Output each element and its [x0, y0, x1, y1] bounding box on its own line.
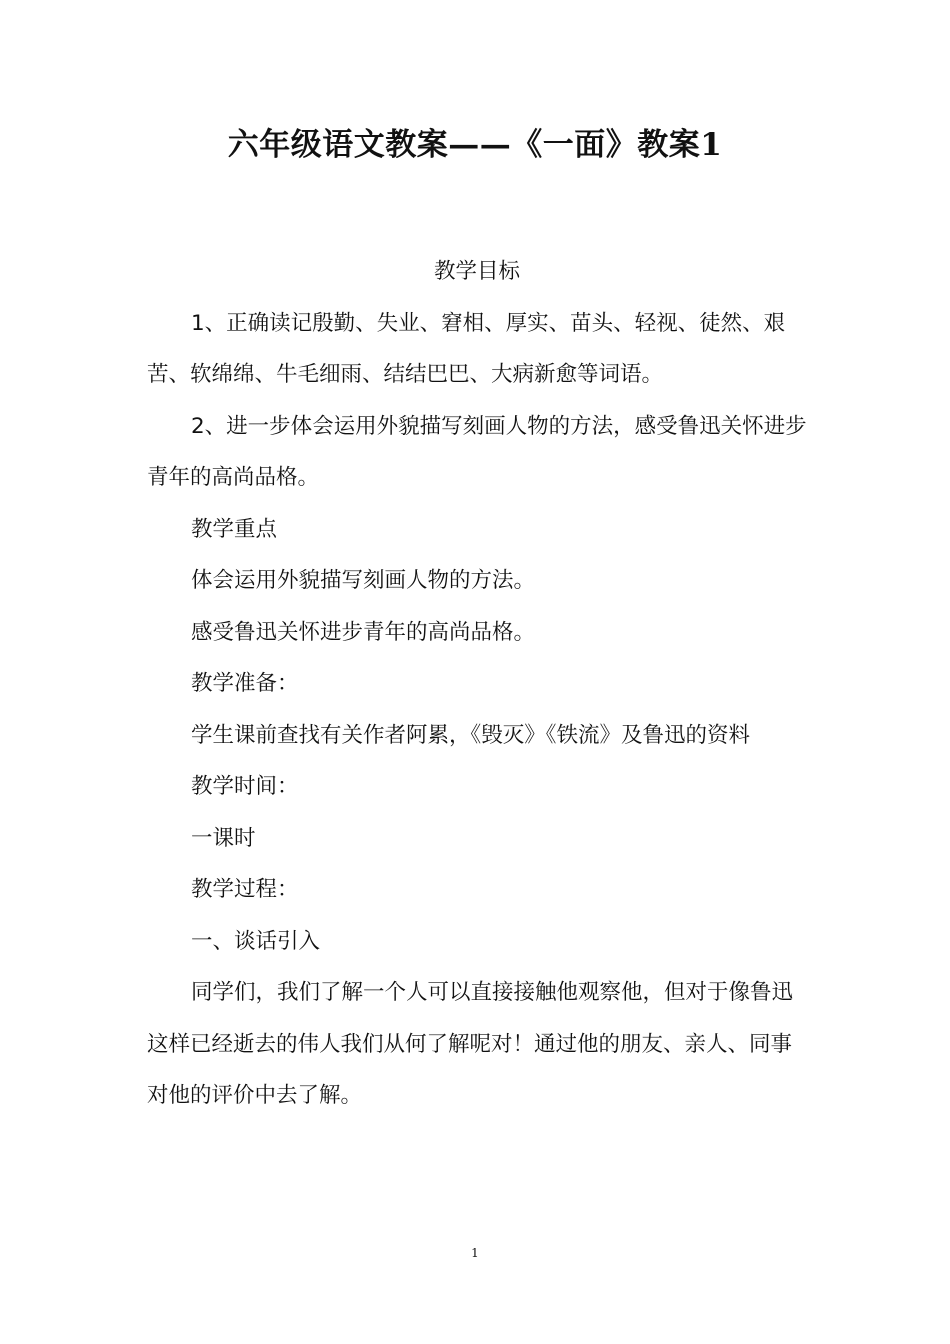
goal-item-1: 1、正确读记殷勤、失业、窘相、厚实、苗头、轻视、徒然、艰苦、软绵绵、牛毛细雨、结结巴巴、大病新愈等词语。 [147, 310, 786, 387]
section-heading-process: 教学过程： [191, 877, 299, 902]
document-body [147, 246, 807, 1122]
focus-item-2: 感受鲁迅关怀进步青年的高尚品格。 [191, 619, 536, 645]
section-heading-prep: 教学准备： [191, 671, 299, 696]
process-step-1-heading: 一、谈话引入 [191, 928, 321, 954]
time-text: 一课时 [191, 825, 256, 851]
goal-item-2: 2、进一步体会运用外貌描写刻画人物的方法，感受鲁迅关怀进步青年的高尚品格。 [147, 413, 807, 490]
section-heading-focus: 教学重点 [191, 516, 278, 542]
section-heading-goals: 教学目标 [433, 259, 520, 284]
page-number: 1 [471, 1246, 479, 1260]
prep-text: 学生课前查找有关作者阿累，《毁灭》《铁流》及鲁迅的资料 [191, 722, 751, 748]
process-step-1-text: 同学们，我们了解一个人可以直接接触他观察他，但对于像鲁迅这样已经逝去的伟人我们从何了解呢对！通过他的朋友、亲人、同事对他的评价中去了解。 [147, 980, 794, 1108]
focus-item-1: 体会运用外貌描写刻画人物的方法。 [191, 568, 536, 593]
section-heading-time: 教学时间： [191, 774, 299, 799]
document-title: 六年级语文教案——《一面》教案1 [227, 127, 723, 163]
